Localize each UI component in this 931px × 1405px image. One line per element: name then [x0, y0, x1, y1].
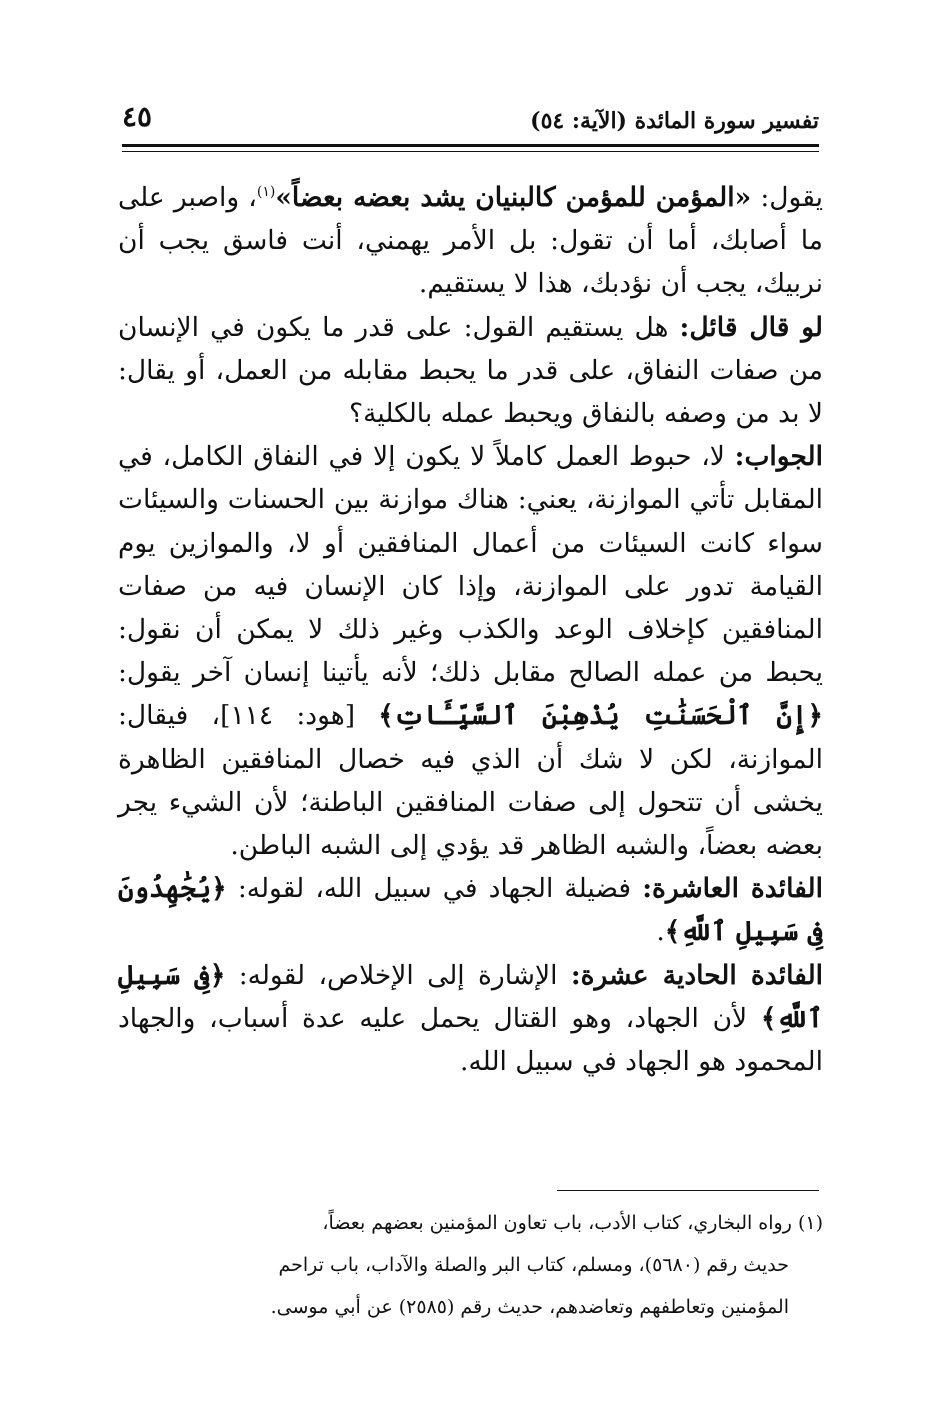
p4-text: فضيلة الجهاد في سبيل الله، لقوله: [226, 873, 643, 905]
p1-lead: يقول: [751, 182, 824, 213]
p5-text-after: لأن الجهاد، وهو القتال يحمل عليه عدة أسباب، والجهاد المحمود هو الجهاد في سبيل الله. [118, 1002, 823, 1078]
running-title: تفسير سورة المائدة (الآية: ٥٤) [530, 108, 819, 134]
header-rule-thin [122, 151, 819, 152]
p3-label: الجواب: [734, 441, 823, 473]
p3-text-after: ، فيقال: الموازنة، لكن لا شك أن الذي فيه خصال المنافقين الظاهرة يخشى أن تتحول إلى صفات المنافقين الباطنة؛ لأن الشيء يجر بعضه بعضاً، والشبه الظاهر قد يؤدي إلى الشبه الباطن. [118, 700, 823, 862]
paragraph-5 [118, 954, 823, 1084]
footnote-line-1 [118, 1202, 823, 1244]
footnote-marker: (١) [797, 1212, 823, 1234]
paragraph-4 [118, 867, 823, 953]
footnote-line-2: حديث رقم (٥٦٨٠)، ومسلم، كتاب البر والصلة والآداب، باب تراحم [278, 1254, 789, 1276]
p1-rest: ، واصبر على ما أصابك، أما أن تقول: بل الأمر يهمني، أنت فاسق يجب أن نربيك، يجب أن نؤدبك، هذا لا يستقيم. [118, 182, 823, 300]
paragraph-3 [118, 435, 823, 867]
quran-verse-hud: ﴿إِنَّ ٱلْحَسَنَٰتِ يُذْهِبْنَ ٱلسَّيِّـَٔاتِ﴾ [378, 700, 823, 732]
p2-label: لو قال قائل: [679, 311, 823, 343]
footnote [118, 1202, 823, 1328]
paragraph-2 [118, 306, 823, 436]
quran-reference: [هود: ١١٤] [220, 700, 379, 732]
footnote-line-3: المؤمنين وتعاطفهم وتعاضدهم، حديث رقم (٢٥٨٥) عن أبي موسى. [270, 1296, 789, 1318]
footnote-separator [557, 1190, 819, 1191]
main-text [118, 176, 823, 1083]
p5-text-before: الإشارة إلى الإخلاص، لقوله: [225, 959, 571, 991]
hadith-quote: «المؤمن للمؤمن كالبنيان يشد بعضه بعضاً» [275, 182, 752, 213]
footnote-reference[interactable]: (١) [256, 184, 276, 201]
p5-label: الفائدة الحادية عشرة: [570, 959, 824, 991]
quran-verse-jihad: ﴿يُجَٰهِدُونَ فِى سَبِيلِ ٱللَّهِ﴾ [118, 873, 823, 948]
page-header [122, 96, 819, 146]
header-rule-thick [122, 144, 819, 147]
paragraph-1 [118, 176, 823, 306]
p3-text-before: لا، حبوط العمل كاملاً لا يكون إلا في النفاق الكامل، في المقابل تأتي الموازنة، يعني: هناك موازنة بين الحسنات والسيئات سواء كانت السيئات من أعمال المنافقين أو لا، والموازين يوم القيامة تدور على الموازنة، وإذا كان الإنسان فيه من صفات المنافقين كإخلاف الوعد والكذب وغير ذلك لا يمكن أن نقول: يحبط من عمله الصالح مقابل ذلك؛ لأنه يأتينا إنسان آخر يقول: [118, 441, 823, 689]
page-number: ٤٥ [122, 100, 153, 133]
p4-end: . [656, 916, 665, 948]
p4-label: الفائدة العاشرة: [642, 873, 823, 905]
footnote-text-1: رواه البخاري، كتاب الأدب، باب تعاون المؤمنين بعضهم بعضاً، [322, 1212, 798, 1234]
quran-verse-sabil: ﴿فِى سَبِيلِ ٱللَّهِ﴾ [118, 959, 823, 1034]
p2-text: هل يستقيم القول: على قدر ما يكون في الإنسان من صفات النفاق، على قدر ما يحبط مقابله من العمل، أو يقال: لا بد من وصفه بالنفاق ويحبط عمله بالكلية؟ [118, 311, 823, 430]
